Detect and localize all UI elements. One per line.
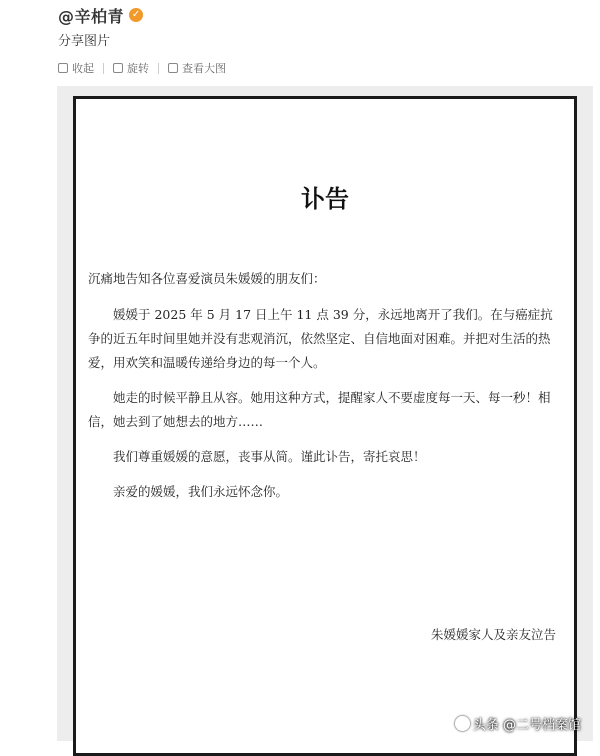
obituary-document	[73, 96, 577, 756]
toolbar-divider	[103, 63, 104, 74]
collapse-button[interactable]	[58, 60, 94, 76]
watermark	[455, 714, 581, 733]
obituary-greeting: 沉痛地告知各位喜爱演员朱媛媛的朋友们：	[88, 271, 326, 286]
toolbar-divider	[158, 63, 159, 74]
rotate-label: 旋转	[127, 62, 149, 75]
obituary-paragraph: 我们尊重媛媛的意愿，丧事从简。谨此讣告，寄托哀思！	[113, 449, 426, 464]
obituary-paragraph: 亲爱的媛媛，我们永远怀念你。	[113, 484, 289, 499]
watermark-logo-icon	[455, 716, 470, 731]
obituary-body	[88, 267, 562, 515]
view-large-label: 查看大图	[182, 62, 226, 75]
view-large-icon	[168, 63, 178, 73]
collapse-icon	[58, 63, 68, 73]
obituary-paragraph: 媛媛于 2025 年 5 月 17 日上午 11 点 39 分，永远地离开了我们。在与癌症抗争的近五年时间里她并没有悲观消沉，依然坚定、自信地面对困难。并把对生活的热爱，用欢笑和温暖传递给身边的每一个人。	[88, 307, 553, 370]
obituary-signature: 朱媛媛家人及亲友泣告	[430, 627, 556, 642]
verified-badge-icon: ✓	[129, 8, 143, 22]
share-text: 分享图片	[58, 34, 111, 49]
collapse-label: 收起	[72, 62, 94, 75]
author-name[interactable]: @辛柏青	[58, 6, 125, 26]
image-toolbar	[58, 58, 226, 78]
obituary-title: 讣告	[301, 185, 349, 213]
rotate-icon	[113, 63, 123, 73]
obituary-paragraph: 她走的时候平静且从容。她用这种方式，提醒家人不要虚度每一天、每一秒！相信，她去到了她想去的地方……	[88, 390, 551, 429]
watermark-text: 头条 @二号档案馆	[472, 718, 581, 733]
author-row	[58, 2, 226, 28]
image-viewer[interactable]	[57, 86, 593, 741]
rotate-button[interactable]	[113, 60, 149, 76]
view-large-button[interactable]	[168, 60, 226, 76]
post-header	[58, 2, 226, 78]
